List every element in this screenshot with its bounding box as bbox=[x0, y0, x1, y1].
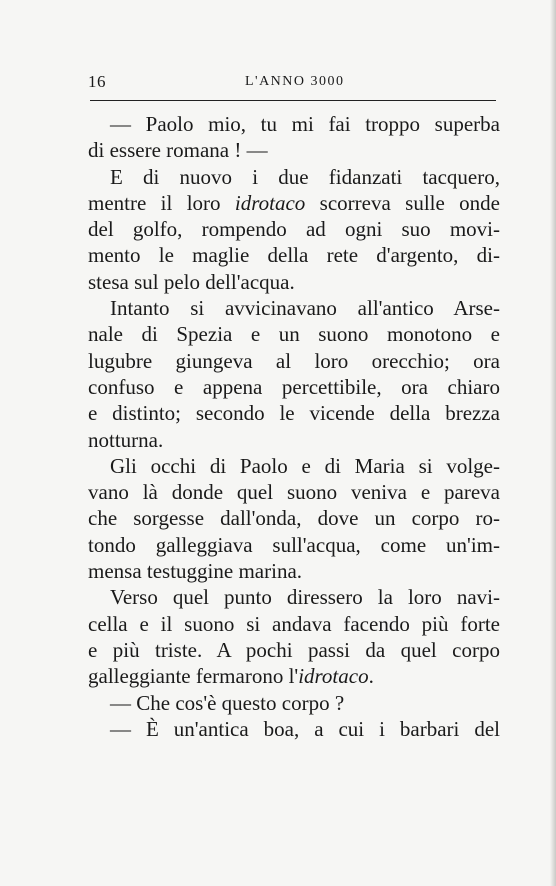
text-line: — È un'antica boa, a cui i barbari del bbox=[110, 716, 500, 741]
text-line: che sorgesse dall'onda, dove un corpo ro- bbox=[88, 506, 500, 531]
text-line: Intanto si avvicinavano all'antico Arse- bbox=[110, 296, 500, 321]
text-segment: scorreva sulle onde bbox=[305, 190, 500, 215]
running-title: L'ANNO 3000 bbox=[245, 74, 345, 89]
italic-term: idrotaco bbox=[234, 190, 306, 215]
text-segment: mentre il loro bbox=[88, 190, 235, 215]
text-line: e distinto; secondo le vicende della brezza bbox=[88, 401, 500, 426]
text-line: vano là donde quel suono veniva e pareva bbox=[88, 480, 500, 505]
text-segment: galleggiante fermarono l' bbox=[88, 664, 299, 689]
page-edge-shadow bbox=[550, 0, 556, 886]
header-rule bbox=[90, 100, 496, 101]
text-line: nale di Spezia e un suono monotono e bbox=[88, 322, 500, 347]
page-header bbox=[88, 70, 498, 96]
text-line: tondo galleggiava sull'acqua, come un'im- bbox=[88, 532, 500, 557]
italic-term: idrotaco bbox=[298, 664, 369, 689]
text-line: di essere romana ! — bbox=[88, 138, 268, 163]
text-line: mensa testuggine marina. bbox=[88, 559, 303, 584]
text-line: del golfo, rompendo ad ogni suo movi- bbox=[88, 217, 500, 242]
text-line: Verso quel punto diressero la loro navi- bbox=[110, 585, 500, 610]
text-line: — Paolo mio, tu mi fai troppo superba bbox=[110, 112, 500, 136]
text-line: confuso e appena percettibile, ora chiaro bbox=[88, 374, 500, 399]
text-segment: . bbox=[368, 664, 374, 689]
text-line bbox=[88, 663, 500, 689]
text-line: notturna. bbox=[88, 427, 164, 452]
text-line: — Che cos'è questo corpo ? bbox=[110, 690, 345, 715]
text-line bbox=[88, 190, 500, 216]
text-line: stesa sul pelo dell'acqua. bbox=[88, 269, 295, 294]
page-number: 16 bbox=[88, 72, 106, 91]
text-line: mento le maglie della rete d'argento, di- bbox=[88, 243, 500, 268]
text-line: Gli occhi di Paolo e di Maria si volge- bbox=[110, 453, 500, 478]
text-line: lugubre giungeva al loro orecchio; ora bbox=[88, 348, 500, 373]
text-line: e più triste. A pochi passi da quel corpo bbox=[88, 637, 500, 662]
text-line: E di nuovo i due fidanzati tacquero, bbox=[110, 164, 500, 189]
body-text bbox=[88, 111, 500, 742]
text-line: cella e il suono si andava facendo più forte bbox=[88, 611, 500, 636]
